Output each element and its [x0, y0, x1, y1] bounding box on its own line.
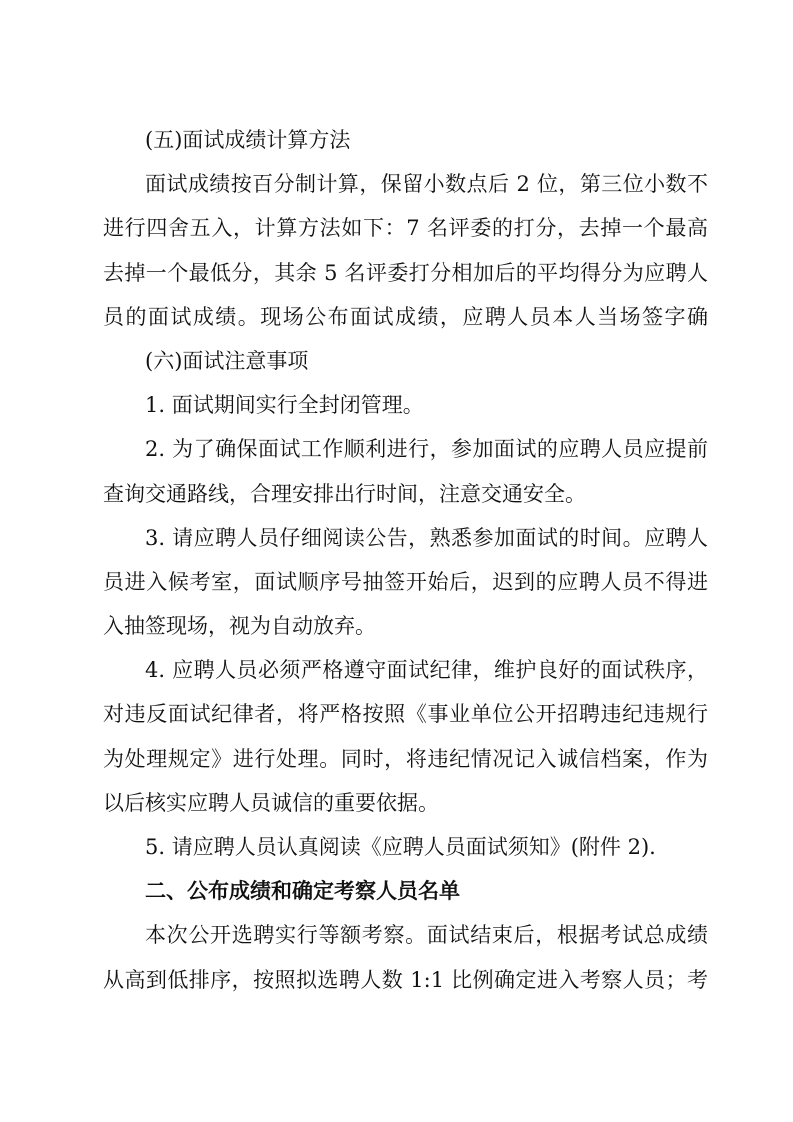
- paragraph-line: 入抽签现场，视为自动放弃。: [103, 614, 376, 639]
- paragraph-line: 员进入候考室，面试顺序号抽签开始后，迟到的应聘人员不得进: [103, 569, 708, 594]
- paragraph-line: 查询交通路线，合理安排出行时间，注意交通安全。: [103, 481, 586, 506]
- list-item-2: 2. 为了确保面试工作顺利进行，参加面试的应聘人员应提前: [145, 437, 708, 462]
- subheading-interview-score-method: (五)面试成绩计算方法: [145, 128, 351, 152]
- paragraph-line: 本次公开选聘实行等额考察。面试结束后，根据考试总成绩: [145, 923, 708, 948]
- paragraph-line: 去掉一个最低分，其余 5 名评委打分相加后的平均得分为应聘人: [103, 260, 708, 285]
- paragraph-line: 以后核实应聘人员诚信的重要依据。: [103, 790, 439, 815]
- paragraph-line: 员的面试成绩。现场公布面试成绩，应聘人员本人当场签字确: [103, 304, 708, 329]
- paragraph-line: 进行四舍五入，计算方法如下：7 名评委的打分，去掉一个最高: [103, 216, 708, 241]
- paragraph-line: 为处理规定》进行处理。同时，将违纪情况记入诚信档案，作为: [103, 746, 708, 771]
- list-item-3: 3. 请应聘人员仔细阅读公告，熟悉参加面试的时间。应聘人: [145, 525, 708, 550]
- list-item-5: 5. 请应聘人员认真阅读《应聘人员面试须知》(附件 2).: [145, 835, 656, 859]
- list-item-4: 4. 应聘人员必须严格遵守面试纪律，维护良好的面试秩序，: [145, 658, 708, 683]
- list-item-1: 1. 面试期间实行全封闭管理。: [145, 393, 424, 418]
- paragraph-line: 从高到低排序，按照拟选聘人数 1:1 比例确定进入考察人员；考: [103, 967, 708, 992]
- section-heading-results: 二、公布成绩和确定考察人员名单: [145, 879, 460, 904]
- paragraph-line: 对违反面试纪律者，将严格按照《事业单位公开招聘违纪违规行: [103, 702, 708, 727]
- subheading-interview-notes: (六)面试注意事项: [145, 348, 309, 373]
- document-page: [103, 118, 708, 1002]
- paragraph-line: 面试成绩按百分制计算，保留小数点后 2 位，第三位小数不: [145, 172, 708, 197]
